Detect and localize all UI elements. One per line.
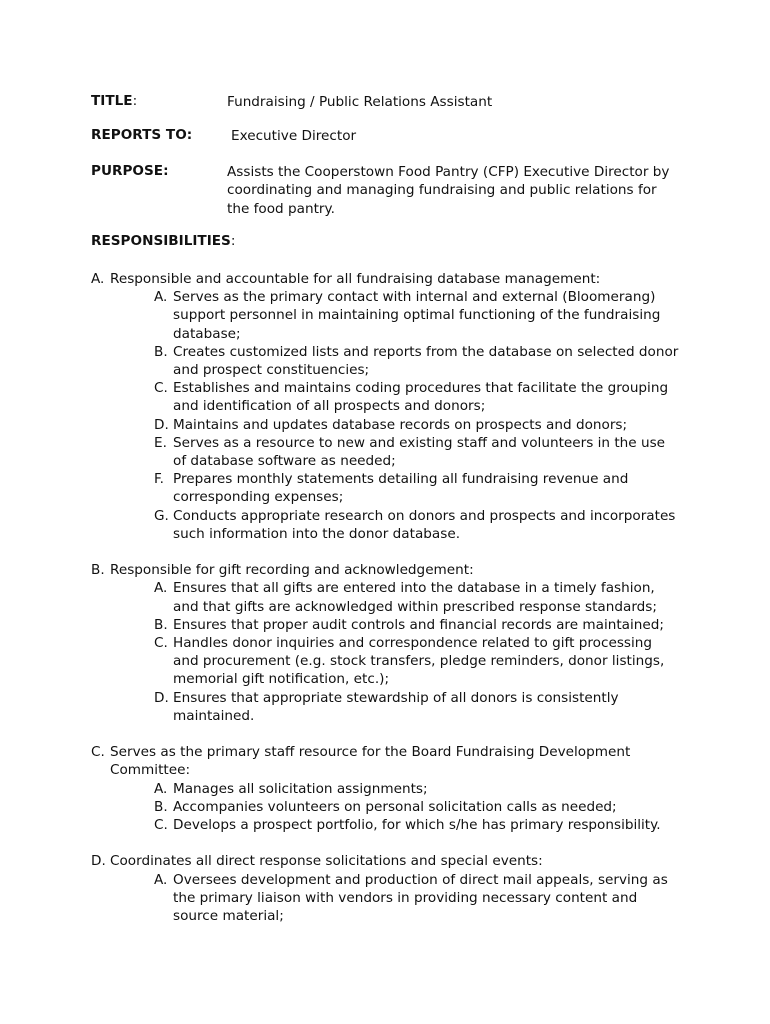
section-letter: C. bbox=[91, 744, 105, 761]
item-text: Develops a prospect portfolio, for which s/he has primary responsibility. bbox=[173, 817, 661, 834]
list-item bbox=[91, 507, 681, 543]
reports-to-label: REPORTS TO: bbox=[91, 127, 193, 143]
item-letter: A. bbox=[154, 580, 168, 597]
item-letter: G. bbox=[154, 507, 169, 524]
list-item bbox=[91, 470, 681, 506]
section-heading bbox=[91, 561, 681, 579]
item-letter: D. bbox=[154, 689, 169, 706]
list-item bbox=[91, 871, 681, 926]
list-item bbox=[91, 288, 681, 343]
responsibility-section bbox=[91, 743, 681, 834]
item-letter: C. bbox=[154, 380, 168, 397]
list-item bbox=[91, 416, 681, 434]
section-item-list bbox=[91, 780, 681, 835]
list-item bbox=[91, 579, 681, 615]
item-letter: B. bbox=[154, 798, 168, 815]
item-text: Oversees development and production of direct mail appeals, serving as the primary liaison with vendors in providing necessary content and source material; bbox=[173, 871, 668, 925]
item-text: Serves as a resource to new and existing staff and volunteers in the use of database software as needed; bbox=[173, 434, 666, 470]
item-letter: C. bbox=[154, 635, 168, 652]
section-heading bbox=[91, 852, 681, 870]
item-text: Ensures that proper audit controls and financial records are maintained; bbox=[173, 616, 664, 633]
list-item bbox=[91, 616, 681, 634]
item-text: Accompanies volunteers on personal solicitation calls as needed; bbox=[173, 798, 617, 815]
section-letter: A. bbox=[91, 271, 105, 287]
purpose-value: Assists the Cooperstown Food Pantry (CFP) Executive Director by coordinating and managing fundraising and public relations for the food pantry. bbox=[227, 164, 670, 217]
section-text: Responsible for gift recording and acknowledgement: bbox=[110, 562, 474, 579]
section-item-list bbox=[91, 579, 681, 725]
item-letter: A. bbox=[154, 780, 168, 797]
list-item bbox=[91, 780, 681, 798]
item-text: Manages all solicitation assignments; bbox=[173, 780, 428, 797]
item-text: Handles donor inquiries and correspondence related to gift processing and procurement (e.g. stock transfers, pledge reminders, donor listings, memorial gift notification, etc.); bbox=[173, 635, 665, 688]
section-text: Responsible and accountable for all fundraising database management: bbox=[110, 271, 601, 287]
item-text: Maintains and updates database records on prospects and donors; bbox=[173, 416, 628, 433]
section-letter: D. bbox=[91, 853, 106, 870]
list-item bbox=[91, 798, 681, 816]
item-text: Serves as the primary contact with internal and external (Bloomerang) support personnel in maintaining optimal functioning of the fundraising database; bbox=[173, 289, 661, 342]
section-item-list bbox=[91, 288, 681, 543]
section-text: Coordinates all direct response solicitations and special events: bbox=[110, 853, 543, 870]
item-text: Creates customized lists and reports from the database on selected donor and prospect constituencies; bbox=[173, 343, 679, 379]
item-letter: A. bbox=[154, 289, 168, 306]
item-letter: B. bbox=[154, 343, 168, 360]
list-item bbox=[91, 816, 681, 834]
title-value: Fundraising / Public Relations Assistant bbox=[227, 94, 493, 110]
responsibility-section bbox=[91, 561, 681, 725]
list-item bbox=[91, 343, 681, 379]
list-item bbox=[91, 434, 681, 470]
item-letter: E. bbox=[154, 434, 167, 451]
section-heading bbox=[91, 270, 681, 288]
item-letter: C. bbox=[154, 817, 168, 834]
responsibility-section bbox=[91, 852, 681, 925]
responsibility-section bbox=[91, 270, 681, 543]
item-letter: F. bbox=[154, 471, 164, 488]
item-text: Ensures that all gifts are entered into the database in a timely fashion, and that gifts are acknowledged within prescribed response standards; bbox=[173, 580, 657, 615]
list-item bbox=[91, 634, 681, 689]
item-text: Establishes and maintains coding procedures that facilitate the grouping and identification of all prospects and donors; bbox=[173, 380, 669, 415]
list-item bbox=[91, 689, 681, 725]
reports-to-value: Executive Director bbox=[231, 128, 357, 144]
item-text: Prepares monthly statements detailing all fundraising revenue and corresponding expenses; bbox=[173, 471, 629, 506]
section-item-list bbox=[91, 871, 681, 926]
title-label: TITLE: bbox=[91, 93, 138, 109]
section-letter: B. bbox=[91, 562, 105, 579]
item-letter: B. bbox=[154, 616, 168, 633]
item-letter: D. bbox=[154, 416, 169, 433]
responsibilities-heading: RESPONSIBILITIES: bbox=[91, 233, 236, 249]
section-text: Serves as the primary staff resource for the Board Fundraising Development Committee: bbox=[110, 744, 631, 779]
responsibilities-list bbox=[91, 270, 681, 943]
purpose-label: PURPOSE: bbox=[91, 163, 169, 179]
section-heading bbox=[91, 743, 681, 779]
item-text: Ensures that appropriate stewardship of all donors is consistently maintained. bbox=[173, 689, 619, 724]
item-text: Conducts appropriate research on donors and prospects and incorporates such information into the donor database. bbox=[173, 507, 676, 542]
item-letter: A. bbox=[154, 871, 168, 888]
list-item bbox=[91, 379, 681, 415]
